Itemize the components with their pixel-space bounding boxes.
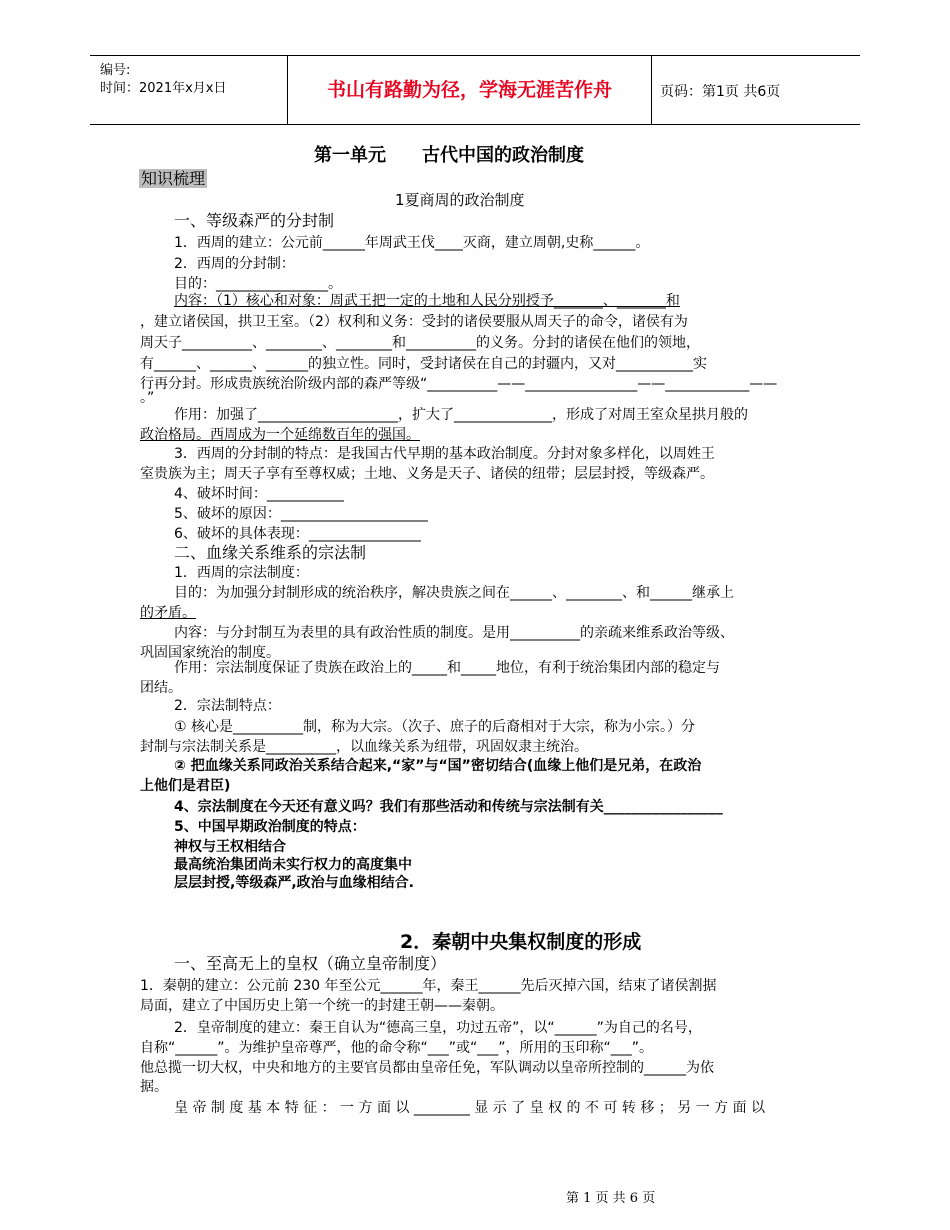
text-line: 4、破坏时间：___________ [174,486,344,502]
lesson1-part2-heading: 二、血缘关系维系的宗法制 [174,543,367,562]
lesson2-heading: 一、至高无上的皇权（确立皇帝制度） [174,954,447,973]
text-line: 2．西周的分封制： [174,256,295,272]
text-line: 5、中国早期政治制度的特点： [174,819,366,835]
text-line: 皇 帝 制 度 基 本 特 征 ： 一 方 面 以 ________ 显 示 了 皇 权 的 不 可 转 移 ； 另 一 方 面 以 [174,1100,766,1116]
lesson1-title: 1夏商周的政治制度 [395,191,525,209]
lesson2-title: 2．秦朝中央集权制度的形成 [400,931,642,953]
text-line: 政治格局。西周成为一个延绵数百年的强国。 [140,427,420,443]
header-meta [100,62,226,98]
text-line: 。” [140,390,155,406]
text-line: 上他们是君臣) [140,778,231,794]
text-line: 的矛盾。 [140,605,196,621]
header-page-info: 页码：第1页 共6页 [660,84,781,100]
unit-title: 第一单元 古代中国的政治制度 [314,145,584,166]
text-line: 有______、______、______的独立性。同时，受封诸侯在自己的封疆内，又对___________实 [140,356,707,372]
text-line: 局面，建立了中国历史上第一个统一的封建王朝——秦朝。 [140,998,504,1014]
text-line: ，建立诸侯国，拱卫王室。（2）权利和义务：受封的诸侯要服从周天子的命令，诸侯有为 [140,314,688,330]
lesson1-part1-heading: 一、等级森严的分封制 [174,211,335,230]
text-line: 团结。 [140,680,182,696]
text-line: ① 核心是__________制，称为大宗。（次子、庶子的后裔相对于大宗，称为小宗。）分 [174,719,695,735]
text-line: 作用：宗法制度保证了贵族在政治上的_____和_____地位，有利于统治集团内部的稳定与 [174,660,720,676]
text-line: 神权与王权相结合 [174,839,286,855]
text-line: 5、破坏的原因：_____________________ [174,506,428,522]
text-line: 周天子__________、________、________和__________的义务。分封的诸侯在他们的领地， [140,335,700,351]
text-line: 内容：（1）核心和对象：周武王把一定的土地和人民分别授予_______、_______和 [174,293,680,309]
text-line: 作用：加强了____________________，扩大了______________，形成了对周王室众星拱月般的 [174,407,748,423]
text-line: 最高统治集团尚未实行权力的高度集中 [174,857,412,873]
text-line: 他总揽一切大权，中央和地方的主要官员都由皇帝任免，军队调动以皇帝所控制的______为依 [140,1060,714,1076]
text-line: 1．西周的建立：公元前______年周武王伐____灭商，建立周朝,史称______。 [174,235,650,251]
motto: 书山有路勤为径，学海无涯苦作舟 [287,56,652,124]
id-label: 编号: [100,63,131,78]
text-line: 3．西周的分封制的特点：是我国古代早期的基本政治制度。分封对象多样化，以周姓王 [174,446,715,462]
section-tag: 知识梳理 [141,169,206,188]
text-line: 层层封授,等级森严,政治与血缘相结合. [174,875,414,891]
text-line: 1．西周的宗法制度： [174,565,309,581]
text-line: 据。 [140,1079,168,1095]
text-line: 2．皇帝制度的建立：秦王自认为“德高三皇，功过五帝”，以“______”为自己的名号， [174,1020,702,1036]
text-line: 内容：与分封制互为表里的具有政治性质的制度。是用__________的亲疏来维系政治等级、 [174,625,734,641]
page-footer: 第 1 页 共 6 页 [566,1191,656,1206]
text-line: 目的：________________。 [174,276,342,292]
text-line: ② 把血缘关系同政治关系结合起来,“家”与“国”密切结合(血缘上他们是兄弟，在政治 [174,758,702,774]
time-label: 时间：2021年x月x日 [100,81,227,96]
text-line: 自称“______”。为维护皇帝尊严，他的命令称“___”或“___”，所用的玉印称“___”。 [140,1040,654,1056]
text-line: 1．秦朝的建立：公元前 230 年至公元______年，秦王______先后灭掉六国，结束了诸侯割据 [140,978,717,994]
text-line: 6、破坏的具体表现：________________ [174,526,421,542]
text-line: 室贵族为主；周天子享有至尊权威；土地、义务是天子、诸侯的纽带；层层封授，等级森严。 [140,466,714,482]
text-line: 封制与宗法制关系是__________，以血缘关系为纽带，巩固奴隶主统治。 [140,739,588,755]
text-line: 行再分封。形成贵族统治阶级内部的森严等级“__________——________________——____________—— [140,376,778,392]
text-line: 巩固国家统治的制度。 [140,645,280,661]
text-line: 2．宗法制特点： [174,698,281,714]
text-line: 目的：为加强分封制形成的统治秩序，解决贵族之间在______、________、和______继承上 [174,585,734,601]
text-line: 4、宗法制度在今天还有意义吗？我们有那些活动和传统与宗法制有关_________________ [174,799,723,815]
page-header [90,55,860,125]
